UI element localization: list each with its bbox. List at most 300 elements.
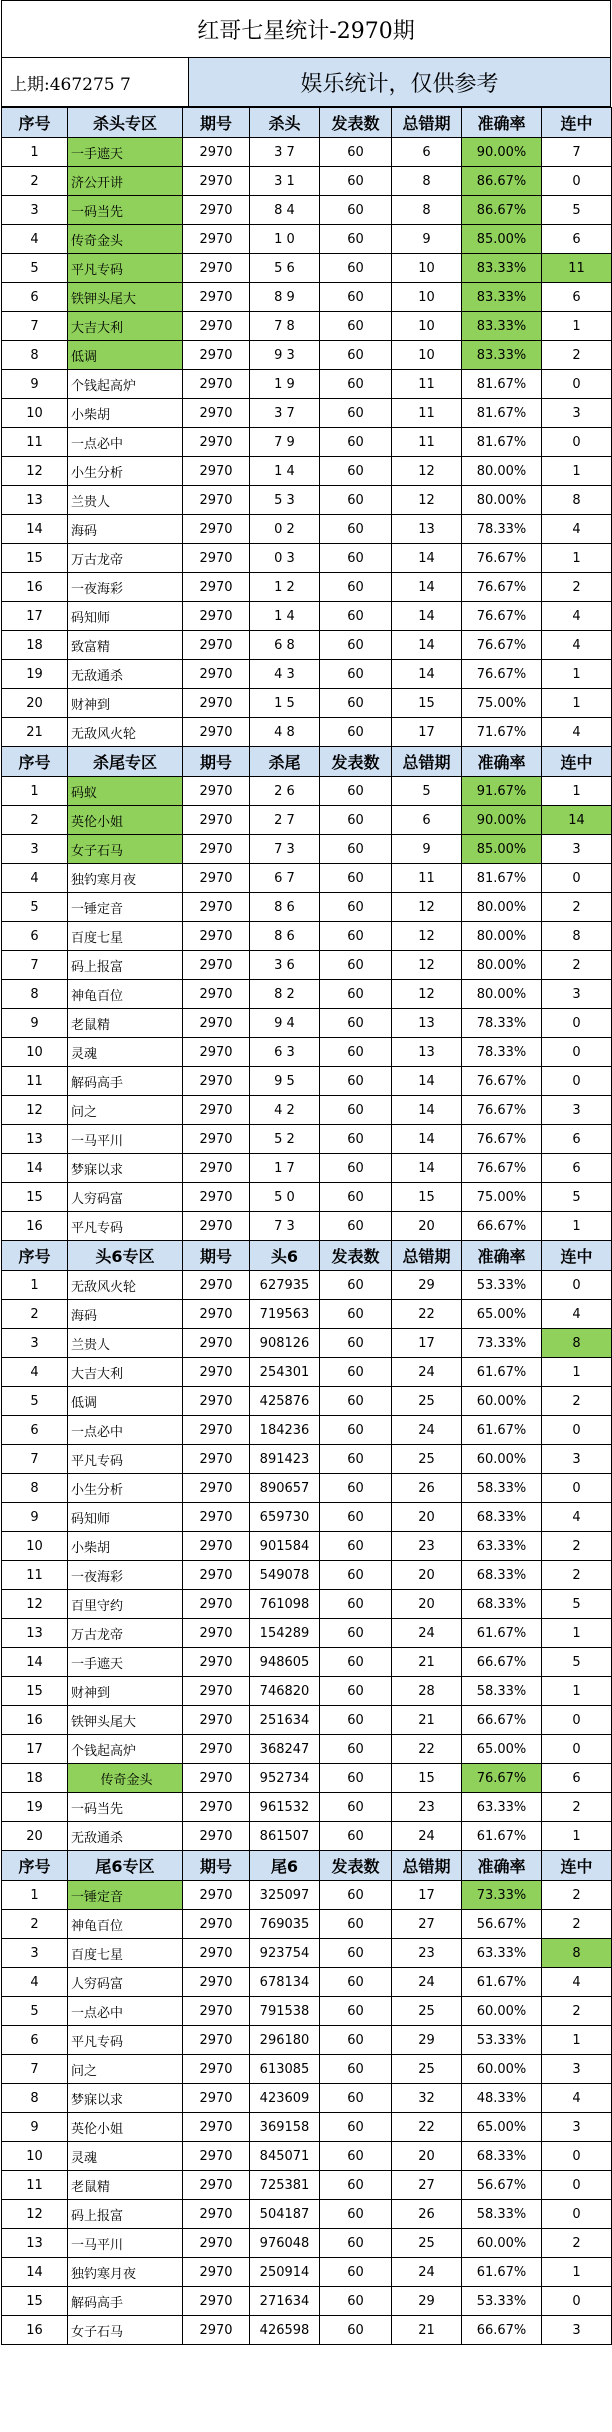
cell-source: 英伦小姐 <box>68 806 183 835</box>
cell-value: 7 3 <box>250 835 320 864</box>
table-row <box>2 138 612 167</box>
cell-period: 2970 <box>183 1387 250 1416</box>
cell-accuracy: 63.33% <box>462 1793 542 1822</box>
cell-value: 4 8 <box>250 718 320 747</box>
cell-source: 铁钾头尾大 <box>68 283 183 312</box>
cell-index: 10 <box>2 399 68 428</box>
cell-streak: 2 <box>542 1561 612 1590</box>
table-row <box>2 893 612 922</box>
column-header-value: 尾6 <box>250 1851 320 1881</box>
cell-period: 2970 <box>183 1445 250 1474</box>
cell-value: 6 8 <box>250 631 320 660</box>
cell-index: 15 <box>2 1183 68 1212</box>
cell-posts: 60 <box>320 1271 392 1300</box>
cell-streak: 8 <box>542 1939 612 1968</box>
cell-value: 3 7 <box>250 138 320 167</box>
column-header-index: 序号 <box>2 1241 68 1271</box>
cell-streak: 2 <box>542 1881 612 1910</box>
table-row <box>2 777 612 806</box>
cell-source: 小生分析 <box>68 457 183 486</box>
cell-source: 码知师 <box>68 602 183 631</box>
cell-index: 16 <box>2 2316 68 2345</box>
cell-period: 2970 <box>183 2055 250 2084</box>
cell-source: 女子石马 <box>68 2316 183 2345</box>
table-row <box>2 2055 612 2084</box>
cell-index: 6 <box>2 2026 68 2055</box>
cell-misses: 25 <box>392 1997 462 2026</box>
table-row <box>2 1009 612 1038</box>
cell-period: 2970 <box>183 1939 250 1968</box>
cell-source: 兰贵人 <box>68 1329 183 1358</box>
cell-index: 2 <box>2 167 68 196</box>
cell-accuracy: 81.67% <box>462 864 542 893</box>
cell-source: 解码高手 <box>68 2287 183 2316</box>
cell-value: 923754 <box>250 1939 320 1968</box>
cell-value: 254301 <box>250 1358 320 1387</box>
cell-index: 14 <box>2 2258 68 2287</box>
cell-streak: 2 <box>542 573 612 602</box>
cell-index: 2 <box>2 1300 68 1329</box>
cell-posts: 60 <box>320 1212 392 1241</box>
cell-value: 7 8 <box>250 312 320 341</box>
cell-misses: 17 <box>392 718 462 747</box>
cell-index: 9 <box>2 1503 68 1532</box>
cell-source: 灵魂 <box>68 1038 183 1067</box>
table-row <box>2 312 612 341</box>
cell-posts: 60 <box>320 2142 392 2171</box>
table-row <box>2 1300 612 1329</box>
cell-index: 11 <box>2 1561 68 1590</box>
cell-posts: 60 <box>320 2084 392 2113</box>
cell-posts: 60 <box>320 167 392 196</box>
cell-streak: 0 <box>542 1474 612 1503</box>
cell-value: 613085 <box>250 2055 320 2084</box>
cell-period: 2970 <box>183 835 250 864</box>
cell-posts: 60 <box>320 1677 392 1706</box>
cell-posts: 60 <box>320 864 392 893</box>
cell-misses: 24 <box>392 1968 462 1997</box>
cell-source: 铁钾头尾大 <box>68 1706 183 1735</box>
cell-streak: 4 <box>542 631 612 660</box>
cell-index: 1 <box>2 138 68 167</box>
cell-value: 0 2 <box>250 515 320 544</box>
table-row <box>2 2316 612 2345</box>
cell-index: 1 <box>2 1271 68 1300</box>
table-row <box>2 1561 612 1590</box>
cell-source: 无敌风火轮 <box>68 718 183 747</box>
cell-source: 致富精 <box>68 631 183 660</box>
kill-tail-header-row <box>2 747 612 777</box>
cell-accuracy: 56.67% <box>462 1910 542 1939</box>
cell-misses: 28 <box>392 1677 462 1706</box>
cell-source: 百里守约 <box>68 1590 183 1619</box>
cell-accuracy: 65.00% <box>462 1300 542 1329</box>
cell-period: 2970 <box>183 1183 250 1212</box>
cell-misses: 32 <box>392 2084 462 2113</box>
cell-streak: 2 <box>542 341 612 370</box>
table-row <box>2 835 612 864</box>
cell-posts: 60 <box>320 341 392 370</box>
column-header-index: 序号 <box>2 747 68 777</box>
cell-period: 2970 <box>183 1271 250 1300</box>
cell-value: 908126 <box>250 1329 320 1358</box>
cell-source: 无敌风火轮 <box>68 1271 183 1300</box>
cell-streak: 2 <box>542 1910 612 1939</box>
cell-accuracy: 56.67% <box>462 2171 542 2200</box>
cell-index: 11 <box>2 2171 68 2200</box>
cell-accuracy: 66.67% <box>462 1648 542 1677</box>
cell-value: 7 9 <box>250 428 320 457</box>
cell-source: 一点必中 <box>68 1997 183 2026</box>
cell-value: 845071 <box>250 2142 320 2171</box>
cell-index: 2 <box>2 806 68 835</box>
cell-streak: 2 <box>542 1387 612 1416</box>
cell-posts: 60 <box>320 1154 392 1183</box>
cell-source: 一手遮天 <box>68 138 183 167</box>
table-row <box>2 196 612 225</box>
cell-period: 2970 <box>183 893 250 922</box>
cell-posts: 60 <box>320 544 392 573</box>
table-row <box>2 689 612 718</box>
cell-value: 251634 <box>250 1706 320 1735</box>
cell-source: 一锤定音 <box>68 893 183 922</box>
cell-accuracy: 91.67% <box>462 777 542 806</box>
cell-value: 948605 <box>250 1648 320 1677</box>
cell-streak: 0 <box>542 428 612 457</box>
table-row <box>2 428 612 457</box>
table-row <box>2 283 612 312</box>
cell-period: 2970 <box>183 1822 250 1851</box>
cell-misses: 12 <box>392 486 462 515</box>
cell-misses: 15 <box>392 689 462 718</box>
cell-index: 10 <box>2 1532 68 1561</box>
cell-value: 5 2 <box>250 1125 320 1154</box>
cell-streak: 8 <box>542 486 612 515</box>
table-row <box>2 341 612 370</box>
cell-value: 1 4 <box>250 457 320 486</box>
cell-source: 海码 <box>68 1300 183 1329</box>
cell-streak: 5 <box>542 1183 612 1212</box>
cell-accuracy: 58.33% <box>462 2200 542 2229</box>
cell-posts: 60 <box>320 138 392 167</box>
cell-source: 一夜海彩 <box>68 573 183 602</box>
cell-streak: 0 <box>542 2171 612 2200</box>
cell-accuracy: 76.67% <box>462 1154 542 1183</box>
cell-posts: 60 <box>320 1183 392 1212</box>
table-row <box>2 2258 612 2287</box>
cell-value: 1 2 <box>250 573 320 602</box>
cell-index: 12 <box>2 2200 68 2229</box>
cell-source: 小柴胡 <box>68 1532 183 1561</box>
column-header-source: 杀头专区 <box>68 108 183 138</box>
table-row <box>2 922 612 951</box>
table-row <box>2 1939 612 1968</box>
column-header-streak: 连中 <box>542 1851 612 1881</box>
cell-misses: 15 <box>392 1183 462 1212</box>
cell-index: 11 <box>2 1067 68 1096</box>
cell-source: 一马平川 <box>68 2229 183 2258</box>
column-header-source: 杀尾专区 <box>68 747 183 777</box>
tail-6-header-row <box>2 1851 612 1881</box>
cell-streak: 0 <box>542 167 612 196</box>
cell-accuracy: 80.00% <box>462 922 542 951</box>
cell-misses: 25 <box>392 2055 462 2084</box>
cell-source: 问之 <box>68 2055 183 2084</box>
cell-source: 平凡专码 <box>68 1445 183 1474</box>
info-row <box>1 58 611 107</box>
cell-period: 2970 <box>183 2084 250 2113</box>
cell-source: 独钓寒月夜 <box>68 2258 183 2287</box>
cell-accuracy: 66.67% <box>462 2316 542 2345</box>
cell-index: 3 <box>2 835 68 864</box>
cell-misses: 13 <box>392 1009 462 1038</box>
cell-posts: 60 <box>320 1561 392 1590</box>
cell-index: 15 <box>2 2287 68 2316</box>
cell-source: 平凡专码 <box>68 1212 183 1241</box>
cell-value: 296180 <box>250 2026 320 2055</box>
cell-misses: 29 <box>392 1271 462 1300</box>
table-row <box>2 602 612 631</box>
cell-period: 2970 <box>183 1648 250 1677</box>
table-row <box>2 254 612 283</box>
table-row <box>2 370 612 399</box>
cell-accuracy: 68.33% <box>462 2142 542 2171</box>
cell-period: 2970 <box>183 602 250 631</box>
column-header-period: 期号 <box>183 1851 250 1881</box>
cell-value: 7 3 <box>250 1212 320 1241</box>
cell-period: 2970 <box>183 1968 250 1997</box>
cell-streak: 0 <box>542 2287 612 2316</box>
cell-value: 678134 <box>250 1968 320 1997</box>
table-row <box>2 951 612 980</box>
cell-period: 2970 <box>183 1067 250 1096</box>
cell-source: 海码 <box>68 515 183 544</box>
cell-posts: 60 <box>320 1329 392 1358</box>
cell-value: 425876 <box>250 1387 320 1416</box>
cell-posts: 60 <box>320 399 392 428</box>
cell-posts: 60 <box>320 2055 392 2084</box>
cell-period: 2970 <box>183 1619 250 1648</box>
cell-period: 2970 <box>183 138 250 167</box>
cell-value: 8 9 <box>250 283 320 312</box>
cell-index: 9 <box>2 2113 68 2142</box>
cell-accuracy: 61.67% <box>462 1822 542 1851</box>
cell-value: 9 3 <box>250 341 320 370</box>
cell-value: 6 7 <box>250 864 320 893</box>
cell-index: 6 <box>2 922 68 951</box>
cell-period: 2970 <box>183 1300 250 1329</box>
cell-source: 码上报富 <box>68 951 183 980</box>
cell-value: 1 7 <box>250 1154 320 1183</box>
cell-misses: 21 <box>392 2316 462 2345</box>
cell-misses: 17 <box>392 1881 462 1910</box>
cell-period: 2970 <box>183 1735 250 1764</box>
cell-source: 神龟百位 <box>68 1910 183 1939</box>
cell-source: 无敌通杀 <box>68 1822 183 1851</box>
cell-source: 平凡专码 <box>68 2026 183 2055</box>
cell-period: 2970 <box>183 1910 250 1939</box>
cell-value: 3 7 <box>250 399 320 428</box>
cell-source: 梦寐以求 <box>68 2084 183 2113</box>
table-row <box>2 1183 612 1212</box>
cell-misses: 8 <box>392 196 462 225</box>
column-header-accuracy: 准确率 <box>462 1241 542 1271</box>
column-header-period: 期号 <box>183 108 250 138</box>
cell-period: 2970 <box>183 341 250 370</box>
cell-value: 250914 <box>250 2258 320 2287</box>
cell-value: 861507 <box>250 1822 320 1851</box>
cell-index: 19 <box>2 660 68 689</box>
cell-period: 2970 <box>183 922 250 951</box>
cell-period: 2970 <box>183 167 250 196</box>
cell-streak: 3 <box>542 2316 612 2345</box>
column-header-value: 头6 <box>250 1241 320 1271</box>
column-header-source: 头6专区 <box>68 1241 183 1271</box>
column-header-posts: 发表数 <box>320 108 392 138</box>
cell-posts: 60 <box>320 486 392 515</box>
column-header-posts: 发表数 <box>320 747 392 777</box>
cell-period: 2970 <box>183 1154 250 1183</box>
cell-period: 2970 <box>183 1532 250 1561</box>
cell-period: 2970 <box>183 2200 250 2229</box>
cell-value: 2 6 <box>250 777 320 806</box>
cell-streak: 1 <box>542 312 612 341</box>
cell-value: 961532 <box>250 1793 320 1822</box>
cell-source: 大吉大利 <box>68 312 183 341</box>
column-header-streak: 连中 <box>542 1241 612 1271</box>
cell-accuracy: 66.67% <box>462 1706 542 1735</box>
cell-misses: 14 <box>392 1096 462 1125</box>
cell-posts: 60 <box>320 1590 392 1619</box>
cell-value: 368247 <box>250 1735 320 1764</box>
cell-misses: 13 <box>392 515 462 544</box>
cell-accuracy: 76.67% <box>462 602 542 631</box>
cell-value: 4 3 <box>250 660 320 689</box>
cell-accuracy: 73.33% <box>462 1881 542 1910</box>
cell-accuracy: 83.33% <box>462 283 542 312</box>
sheet-title: 红哥七星统计-2970期 <box>1 0 611 58</box>
cell-streak: 0 <box>542 1009 612 1038</box>
cell-posts: 60 <box>320 2113 392 2142</box>
cell-accuracy: 76.67% <box>462 1125 542 1154</box>
cell-streak: 2 <box>542 2229 612 2258</box>
table-row <box>2 1387 612 1416</box>
cell-accuracy: 61.67% <box>462 1358 542 1387</box>
cell-streak: 0 <box>542 1735 612 1764</box>
cell-accuracy: 73.33% <box>462 1329 542 1358</box>
last-period-result: 上期:467275 7 <box>2 58 189 106</box>
cell-period: 2970 <box>183 196 250 225</box>
cell-misses: 12 <box>392 893 462 922</box>
cell-streak: 5 <box>542 196 612 225</box>
table-row <box>2 718 612 747</box>
cell-accuracy: 85.00% <box>462 835 542 864</box>
cell-index: 20 <box>2 689 68 718</box>
cell-period: 2970 <box>183 1474 250 1503</box>
cell-streak: 2 <box>542 1793 612 1822</box>
table-row <box>2 1881 612 1910</box>
cell-misses: 25 <box>392 1387 462 1416</box>
table-row <box>2 1096 612 1125</box>
cell-source: 低调 <box>68 341 183 370</box>
stats-table-body <box>2 108 612 2345</box>
table-row <box>2 2200 612 2229</box>
cell-value: 549078 <box>250 1561 320 1590</box>
cell-value: 8 6 <box>250 893 320 922</box>
cell-accuracy: 76.67% <box>462 631 542 660</box>
cell-value: 184236 <box>250 1416 320 1445</box>
column-header-accuracy: 准确率 <box>462 108 542 138</box>
cell-posts: 60 <box>320 835 392 864</box>
column-header-index: 序号 <box>2 108 68 138</box>
cell-posts: 60 <box>320 1997 392 2026</box>
cell-posts: 60 <box>320 2171 392 2200</box>
cell-source: 一锤定音 <box>68 1881 183 1910</box>
cell-index: 5 <box>2 254 68 283</box>
cell-posts: 60 <box>320 660 392 689</box>
cell-accuracy: 71.67% <box>462 718 542 747</box>
cell-index: 7 <box>2 312 68 341</box>
cell-source: 一夜海彩 <box>68 1561 183 1590</box>
cell-streak: 0 <box>542 1706 612 1735</box>
cell-accuracy: 53.33% <box>462 1271 542 1300</box>
cell-accuracy: 76.67% <box>462 544 542 573</box>
cell-index: 21 <box>2 718 68 747</box>
cell-index: 10 <box>2 2142 68 2171</box>
cell-streak: 0 <box>542 370 612 399</box>
cell-misses: 11 <box>392 399 462 428</box>
cell-misses: 14 <box>392 1154 462 1183</box>
cell-posts: 60 <box>320 370 392 399</box>
cell-streak: 4 <box>542 1968 612 1997</box>
cell-period: 2970 <box>183 777 250 806</box>
cell-index: 1 <box>2 1881 68 1910</box>
cell-streak: 1 <box>542 544 612 573</box>
cell-period: 2970 <box>183 428 250 457</box>
cell-source: 人穷码富 <box>68 1183 183 1212</box>
cell-misses: 20 <box>392 1212 462 1241</box>
cell-value: 890657 <box>250 1474 320 1503</box>
cell-source: 百度七星 <box>68 1939 183 1968</box>
cell-streak: 5 <box>542 1590 612 1619</box>
cell-misses: 20 <box>392 1503 462 1532</box>
cell-period: 2970 <box>183 2287 250 2316</box>
cell-misses: 27 <box>392 1910 462 1939</box>
cell-misses: 20 <box>392 1561 462 1590</box>
cell-period: 2970 <box>183 1212 250 1241</box>
cell-period: 2970 <box>183 283 250 312</box>
cell-index: 14 <box>2 1648 68 1677</box>
cell-streak: 0 <box>542 1038 612 1067</box>
cell-posts: 60 <box>320 718 392 747</box>
cell-accuracy: 60.00% <box>462 2055 542 2084</box>
cell-accuracy: 81.67% <box>462 370 542 399</box>
table-row <box>2 1212 612 1241</box>
cell-accuracy: 78.33% <box>462 515 542 544</box>
table-row <box>2 2142 612 2171</box>
cell-source: 传奇金头 <box>68 225 183 254</box>
cell-source: 无敌通杀 <box>68 660 183 689</box>
cell-period: 2970 <box>183 2258 250 2287</box>
cell-period: 2970 <box>183 1096 250 1125</box>
cell-value: 719563 <box>250 1300 320 1329</box>
cell-streak: 1 <box>542 1358 612 1387</box>
cell-value: 325097 <box>250 1881 320 1910</box>
cell-index: 4 <box>2 864 68 893</box>
cell-accuracy: 63.33% <box>462 1532 542 1561</box>
cell-index: 15 <box>2 1677 68 1706</box>
cell-accuracy: 78.33% <box>462 1009 542 1038</box>
